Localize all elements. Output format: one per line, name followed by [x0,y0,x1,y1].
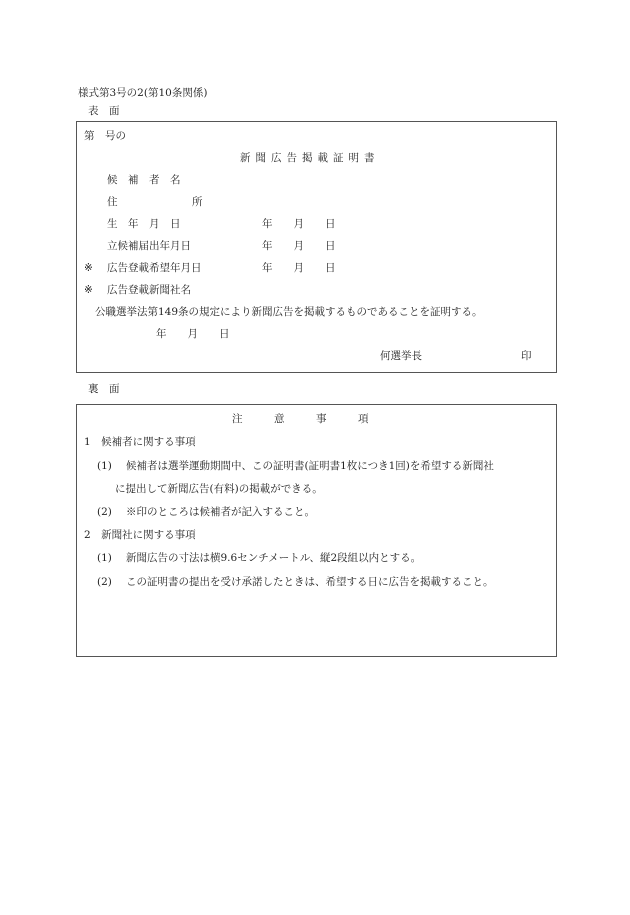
certificate-number-label: 第 号の [84,130,126,142]
election-official: 何選挙長 [380,350,422,362]
note-text: に提出して新聞広告(有料)の掲載ができる。 [115,483,323,495]
issue-date: 年 月 日 [156,328,230,340]
item-number: (1) [97,460,112,472]
notes-title: 注 意 事 項 [232,413,369,425]
birth-date-value: 年 月 日 [262,218,336,230]
item-number: (2) [97,506,112,518]
address-label-right: 所 [192,196,203,208]
note-text: 新聞広告の寸法は横9.6センチメートル、縦2段組以内とする。 [126,552,422,564]
asterisk-mark: ※ [84,284,93,296]
note-text: この証明書の提出を受け承諾したときは、希望する日に広告を掲載すること。 [126,576,494,588]
form-number-label: 様式第3号の2(第10条関係) [78,87,208,99]
newspaper-name-label: 広告登載新聞社名 [107,284,191,296]
address-label-left: 住 [107,196,118,208]
back-side-label: 裏 面 [88,383,120,395]
note-text: 候補者は選挙運動期間中、この証明書(証明書1枚につき1回)を希望する新聞社 [126,460,494,472]
candidate-name-label: 候 補 者 名 [107,174,181,186]
item-number: (2) [97,576,112,588]
desired-date-label: 広告登載希望年月日 [107,262,202,274]
desired-date-value: 年 月 日 [262,262,336,274]
asterisk-mark: ※ [84,262,93,274]
certification-statement: 公職選挙法第149条の規定により新聞広告を掲載するものであることを証明する。 [95,306,483,318]
birth-date-label: 生 年 月 日 [107,218,181,230]
section-heading-newspaper: 2 新聞社に関する事項 [84,529,196,541]
section-heading-candidate: 1 候補者に関する事項 [84,436,196,448]
front-side-label: 表 面 [88,105,120,117]
filing-date-value: 年 月 日 [262,240,336,252]
note-text: ※印のところは候補者が記入すること。 [126,506,315,518]
certificate-title: 新聞広告掲載証明書 [240,152,380,164]
filing-date-label: 立候補届出年月日 [107,240,191,252]
item-number: (1) [97,552,112,564]
seal-mark: 印 [521,350,532,362]
